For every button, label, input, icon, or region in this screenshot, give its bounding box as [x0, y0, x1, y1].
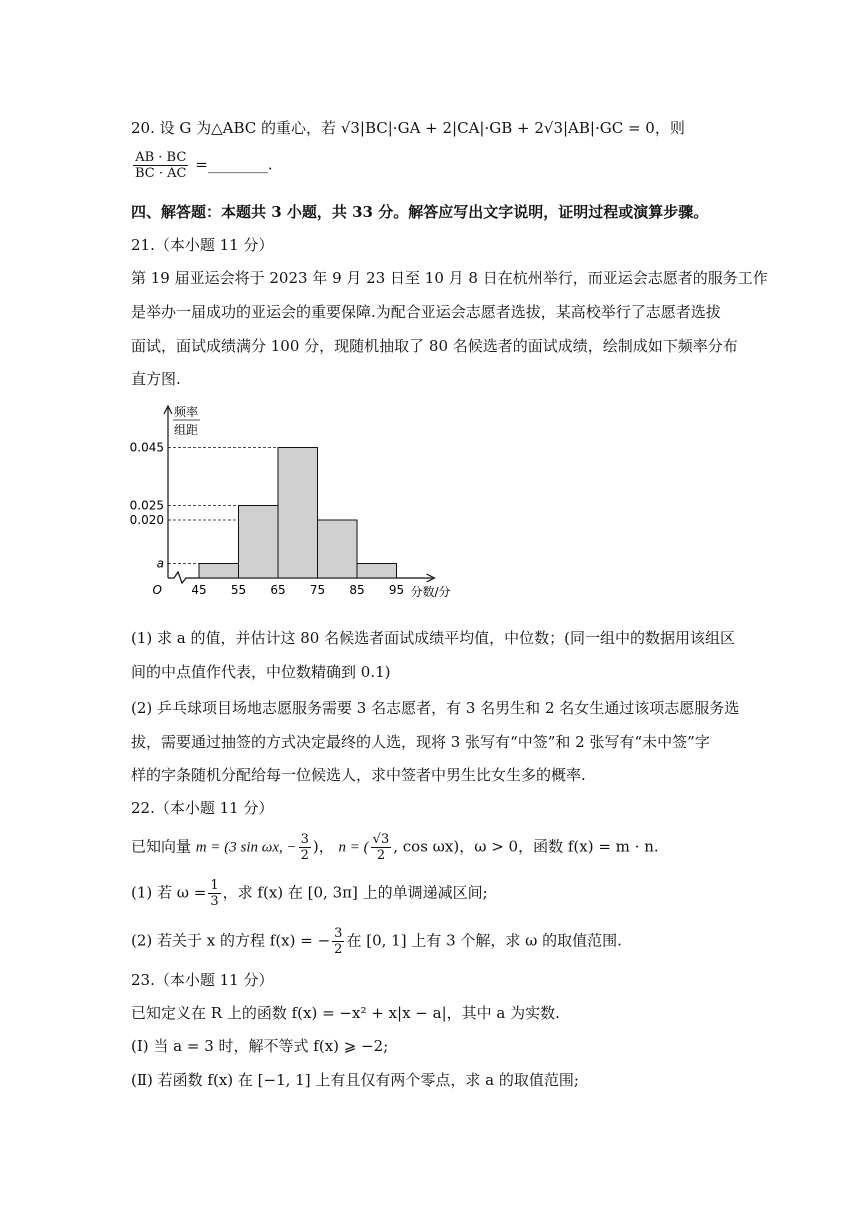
y-axis-label-bottom: 组距: [174, 423, 199, 437]
q20-fraction: [133, 150, 188, 181]
q22-m-fraction: [299, 832, 311, 863]
histogram-bar: [199, 564, 239, 579]
q21-sub2-line3: 样的字条随机分配给每一位候选人，求中签者中男生比女生多的概率.: [131, 766, 586, 784]
histogram-bar: [239, 506, 279, 579]
section-four-heading: 四、解答题：本题共 3 小题，共 33 分。解答应写出文字说明，证明过程或演算步骤。: [131, 203, 709, 221]
origin-label: O: [152, 583, 162, 597]
histogram-bar: [278, 448, 318, 579]
q20-frac-num: AB · BC: [133, 150, 188, 166]
q22-sub1: [131, 878, 488, 909]
q21-sub2-line2: 拔，需要通过抽签的方式决定最终的人选，现将 3 张写有“中签”和 2 张写有“未中签”字: [131, 733, 710, 751]
q22-sub2-post: 在 [0, 1] 上有 3 个解，求 ω 的取值范围.: [346, 931, 622, 950]
q22-n-close: , cos ωx)，ω > 0，函数 f(x) = m · n.: [393, 837, 659, 856]
q22-sub1-den: 3: [210, 894, 219, 909]
q22-given: [131, 832, 659, 863]
x-tick-label: 85: [349, 583, 365, 597]
x-tick-label: 75: [309, 583, 326, 597]
q22-n-frac-den: 2: [376, 848, 386, 863]
q21-sub2-line1: (2) 乒乓球项目场地志愿服务需要 3 名志愿者，有 3 名男生和 2 名女生通过该项志愿服务选: [131, 699, 740, 717]
q20-tail: =________.: [195, 155, 273, 174]
q23-sub1: (Ⅰ) 当 a = 3 时，解不等式 f(x) ⩾ −2;: [131, 1037, 389, 1055]
q22-given-pre: 已知向量: [131, 837, 192, 856]
q22-sub1-num: 1: [210, 878, 219, 893]
q21-sub1-line1: (1) 求 a 的值，并估计这 80 名候选者面试成绩平均值，中位数；(同一组中的数据用该组区: [131, 629, 735, 647]
y-axis-label-top: 频率: [174, 405, 199, 419]
q22-m-frac-den: 2: [300, 848, 309, 863]
q22-sub2-num: 3: [334, 926, 343, 941]
q23-head: 23.（本小题 11 分）: [131, 971, 274, 989]
q22-n-frac-num: √3: [372, 832, 390, 847]
x-tick-label: 95: [388, 583, 405, 597]
q21-para-4: 直方图.: [131, 370, 181, 388]
x-tick-label: 55: [230, 583, 247, 597]
q21-sub1-line2: 间的中点值作代表，中位数精确到 0.1): [131, 663, 391, 681]
q21-head: 21.（本小题 11 分）: [131, 236, 274, 254]
y-tick-label: 0.025: [129, 498, 164, 513]
q22-sub2-den: 2: [334, 942, 343, 957]
histogram-bar: [357, 564, 397, 579]
q22-head: 22.（本小题 11 分）: [131, 799, 274, 817]
q22-n-vector: n = (: [338, 839, 369, 856]
q21-para-2: 是举办一届成功的亚运会的重要保障.为配合亚运会志愿者选拔，某高校举行了志愿者选拔: [131, 303, 721, 321]
q23-para: 已知定义在 R 上的函数 f(x) = −x² + x|x − a|，其中 a 为实数.: [131, 1004, 560, 1022]
histogram-chart: [120, 400, 460, 620]
x-axis-label: 分数/分: [410, 585, 451, 599]
q23-sub2: (Ⅱ) 若函数 f(x) 在 [−1, 1] 上有且仅有两个零点，求 a 的取值范围;: [131, 1071, 579, 1089]
histogram-bar: [318, 520, 358, 578]
x-tick-label: 45: [191, 583, 207, 597]
y-tick-label: 0.045: [129, 440, 164, 455]
q22-sub2-pre: (2) 若关于 x 的方程 f(x) = −: [131, 931, 331, 950]
q22-m-frac-num: 3: [300, 832, 309, 847]
q21-para-1: 第 19 届亚运会将于 2023 年 9 月 23 日至 10 月 8 日在杭州举行，而亚运会志愿者的服务工作: [131, 269, 768, 287]
q22-sub1-post: ，求 f(x) 在 [0, 3π] 上的单调递减区间;: [222, 883, 488, 902]
q21-para-3: 面试，面试成绩满分 100 分，现随机抽取了 80 名候选者的面试成绩，绘制成如下频率分布: [131, 337, 738, 355]
q20-line1: 20. 设 G 为△ABC 的重心，若 √3|BC|·GA + 2|CA|·GB + 2√3|AB|·GC = 0，则: [131, 119, 685, 137]
q22-sub1-pre: (1) 若 ω =: [131, 883, 207, 902]
q20-frac-den: BC · AC: [135, 166, 187, 181]
q22-m-vector: m = (3 sin ωx, −: [195, 839, 297, 856]
q20-fraction-line: [131, 150, 273, 181]
q22-m-close: )，: [312, 837, 334, 856]
y-tick-label: a: [156, 556, 164, 571]
q22-sub2-fraction: [332, 926, 344, 957]
q22-sub1-fraction: [208, 878, 220, 909]
x-tick-label: 65: [270, 583, 286, 597]
y-tick-label: 0.020: [129, 513, 164, 527]
q22-n-fraction: [371, 832, 392, 863]
q22-sub2: [131, 926, 622, 957]
